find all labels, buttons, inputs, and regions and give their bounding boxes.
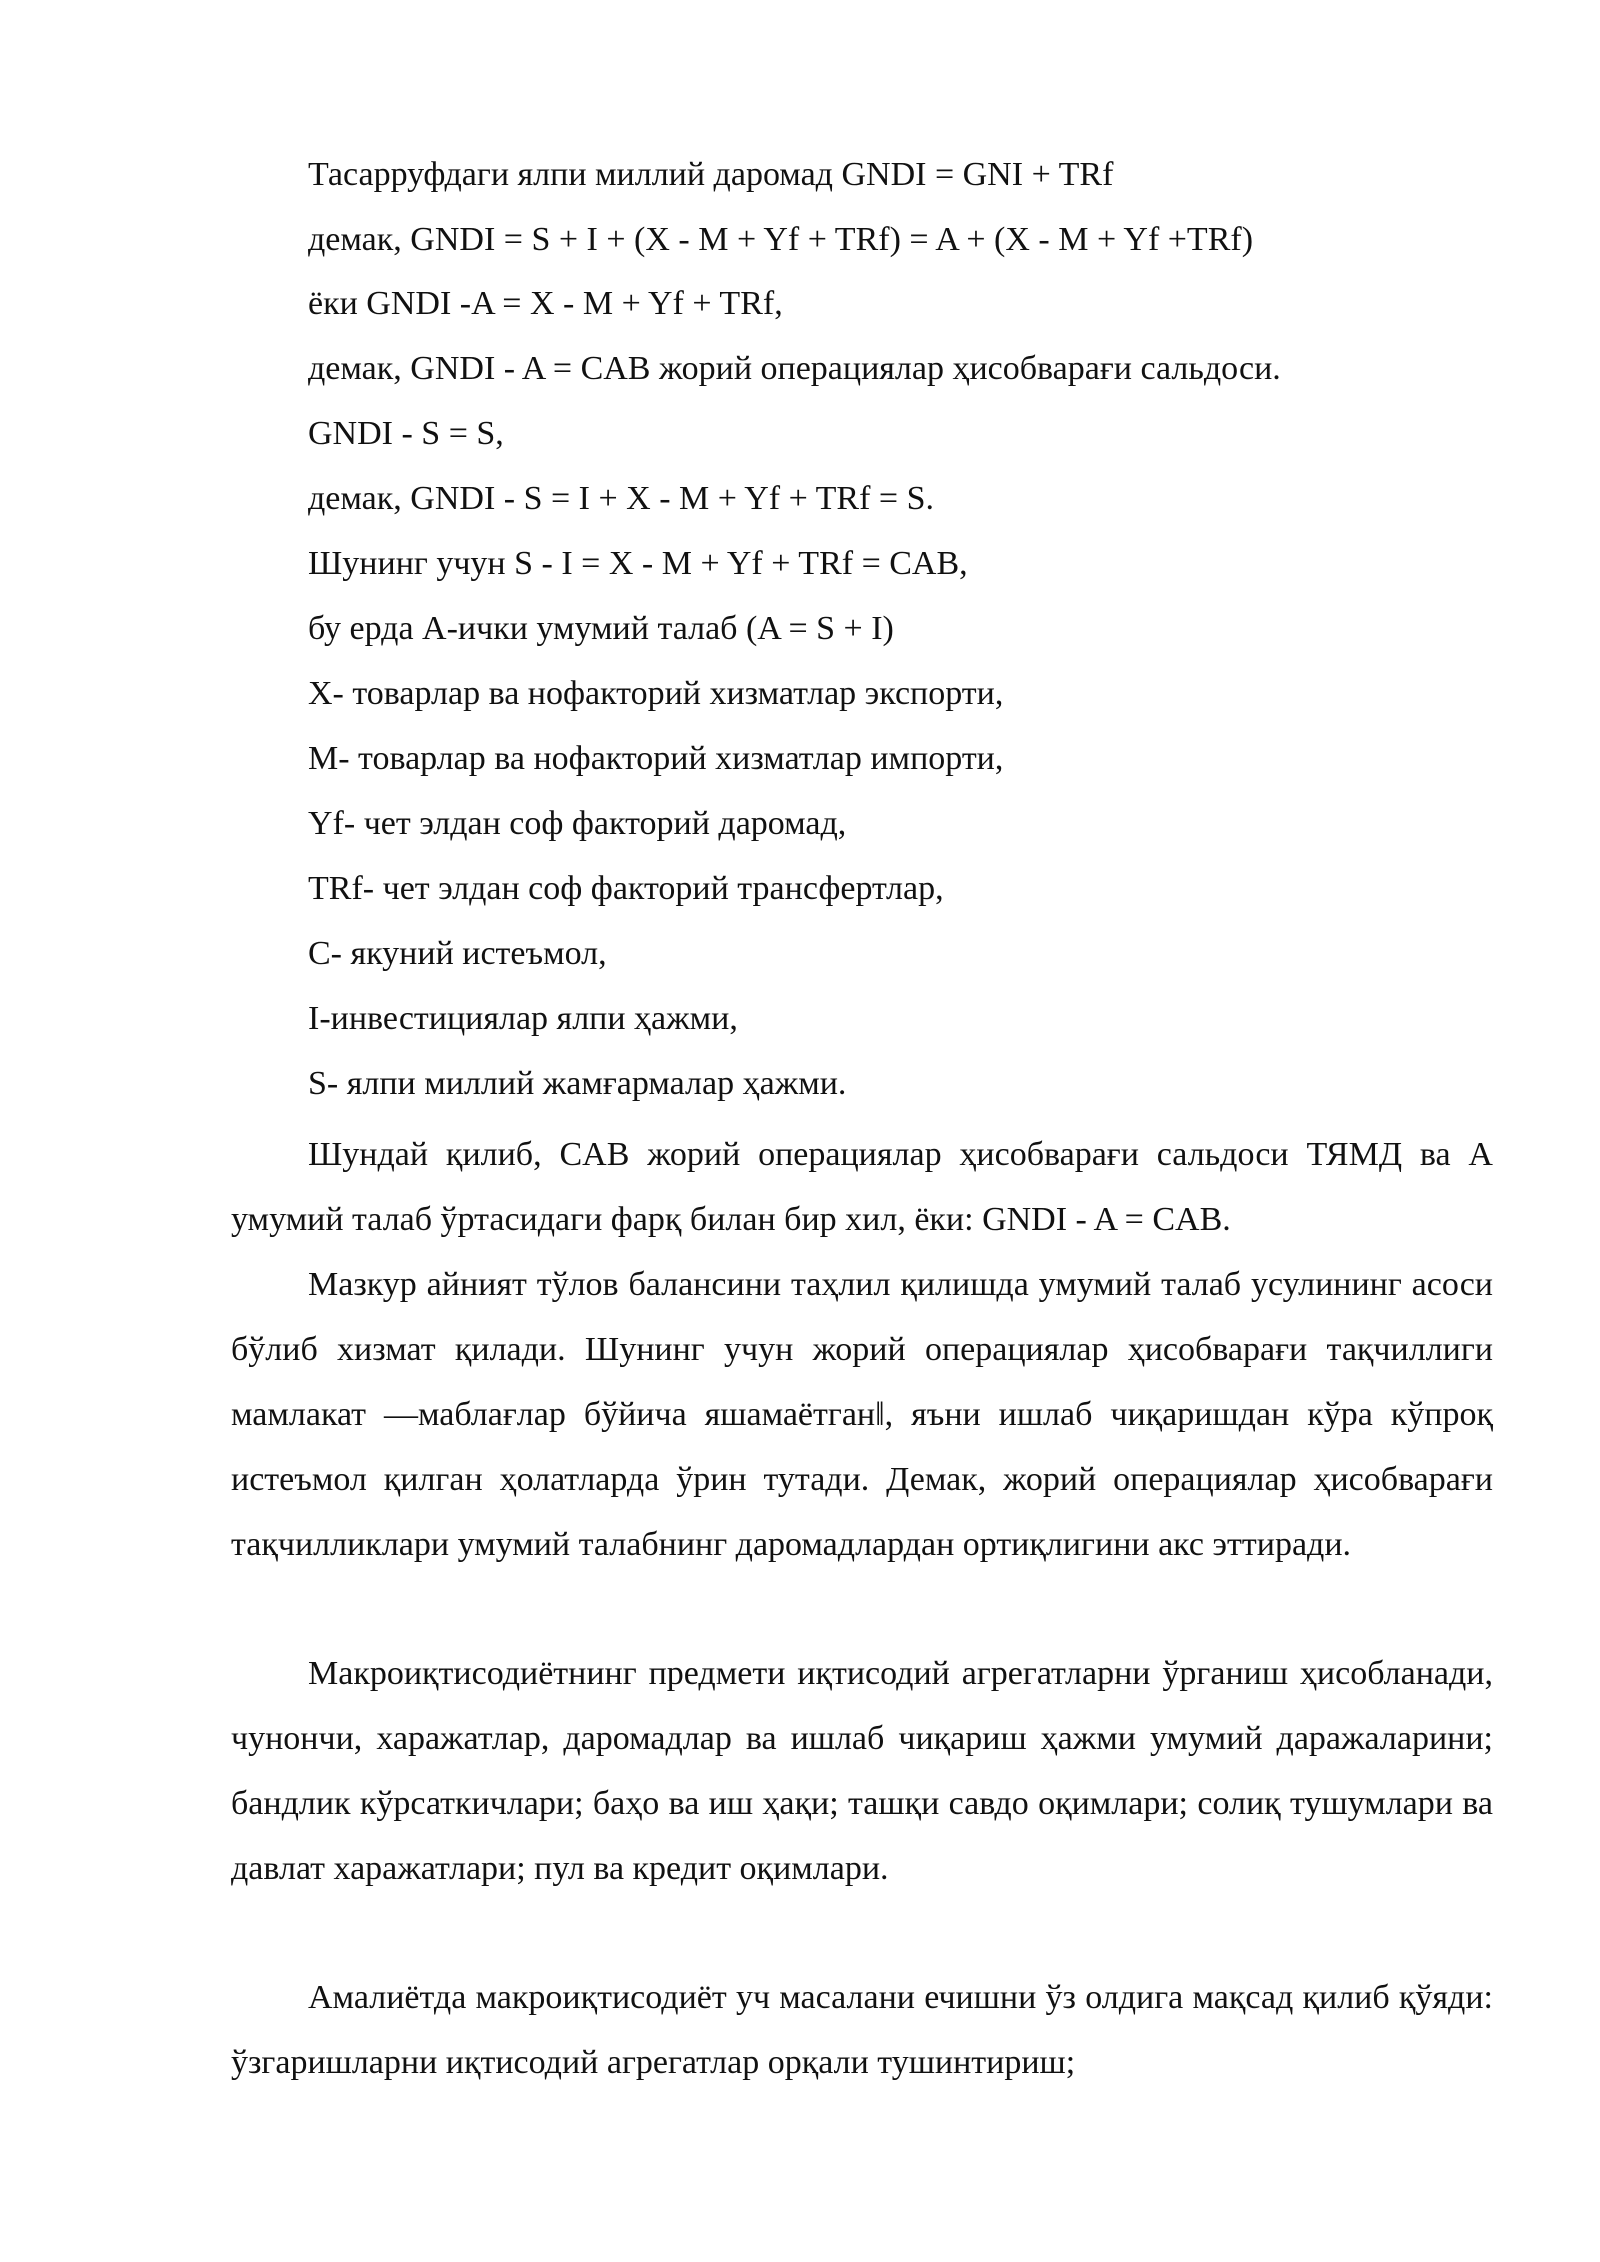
- definition-line-x: X- товарлар ва нофакторий хизматлар экспорти,: [308, 675, 1004, 712]
- formula-line-gndi-minus-a: ёки GNDI -A = X - M + Yf + TRf,: [308, 285, 783, 322]
- formula-line-gndi-minus-s-expansion: демак, GNDI - S = I + X - M + Yf + TRf = S.: [308, 480, 934, 517]
- formula-line-gndi-expansion: демак, GNDI = S + I + (X - M + Yf + TRf) = A + (X - M + Yf +TRf): [308, 221, 1254, 258]
- definition-line-a: бу ерда A-ички умумий талаб (A = S + I): [308, 610, 894, 647]
- definition-line-m: M- товарлар ва нофакторий хизматлар импорти,: [308, 740, 1004, 777]
- formula-line-cab: демак, GNDI - A = CAB жорий операциялар ҳисобварағи сальдоси.: [308, 350, 1281, 387]
- definition-line-yf: Yf- чет элдан соф факторий даромад,: [308, 805, 847, 842]
- definition-line-i: I-инвестициялар ялпи ҳажми,: [308, 1000, 738, 1037]
- paragraph-macroeconomics-tasks: Амалиётда макроиқтисодиёт уч масалани ечишни ўз олдига мақсад қилиб қўяди: ўзгаришларни иқтисодий агрегатлар орқали тушинтириш;: [231, 1979, 1493, 2081]
- paragraph-macroeconomics-subject: Макроиқтисодиётнинг предмети иқтисодий агрегатларни ўрганиш ҳисобланади, чунончи, харажатлар, даромадлар ва ишлаб чиқариш ҳажми умумий даражаларини; бандлик кўрсаткичлари; баҳо ва иш ҳақи; ташқи савдо оқимлари; солиқ тушумлари ва давлат харажатлари; пул ва кредит оқимлари.: [231, 1655, 1493, 1887]
- definition-line-c: C- якуний истеъмол,: [308, 935, 607, 972]
- formula-line-gndi-minus-s: GNDI - S = S,: [308, 415, 504, 452]
- paragraph-cab-conclusion: Шундай қилиб, CAB жорий операциялар ҳисобварағи сальдоси ТЯМД ва A умумий талаб ўртасидаги фарқ билан бир хил, ёки: GNDI - A = CAB.: [231, 1136, 1493, 1238]
- definition-line-trf: TRf- чет элдан соф факторий трансфертлар,: [308, 870, 944, 907]
- definition-line-s: S- ялпи миллий жамғармалар ҳажми.: [308, 1065, 847, 1102]
- formula-line-s-minus-i: Шунинг учун S - I = X - M + Yf + TRf = CAB,: [308, 545, 968, 582]
- formula-line-gndi-definition: Тасарруфдаги ялпи миллий даромад GNDI = GNI + TRf: [308, 156, 1114, 193]
- paragraph-identity-usage: Мазкур айният тўлов балансини таҳлил қилишда умумий талаб усулининг асоси бўлиб хизмат қилади. Шунинг учун жорий операциялар ҳисобварағи тақчиллиги мамлакат ―маблағлар бўйича яшамаётган‖, яъни ишлаб чиқаришдан кўра кўпроқ истеъмол қилган ҳолатларда ўрин тутади. Демак, жорий операциялар ҳисобварағи тақчилликлари умумий талабнинг даромадлардан ортиқлигини акс эттиради.: [231, 1266, 1493, 1563]
